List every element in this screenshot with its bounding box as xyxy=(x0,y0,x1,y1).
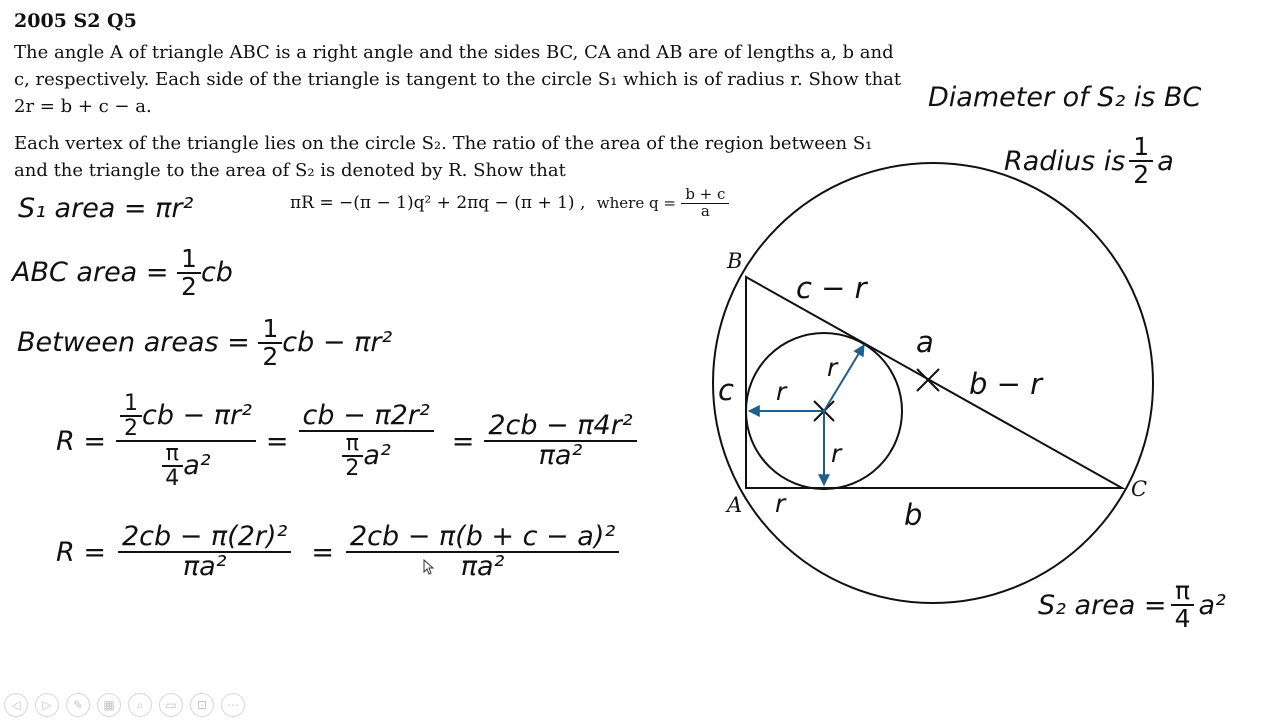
fraction-denominator: 4 xyxy=(165,466,180,492)
fraction-denominator: 2 xyxy=(181,272,197,302)
a-squared: a² xyxy=(183,450,211,482)
previous-slide-icon[interactable]: ◁ xyxy=(4,693,28,717)
side-a-label: a xyxy=(916,325,934,359)
problem-title: 2005 S2 Q5 xyxy=(14,10,137,32)
fraction-numerator: 1 xyxy=(120,392,142,417)
r-label: R = xyxy=(56,536,106,568)
slides-grid-icon[interactable]: ▦ xyxy=(97,693,121,717)
s1-area: S₁ area = πr² xyxy=(18,193,194,224)
more-options-icon[interactable]: ⋯ xyxy=(221,693,245,717)
side-c-label: c xyxy=(718,373,734,407)
equals-sign: = xyxy=(311,536,334,568)
tangent-length-r-label: r xyxy=(775,489,786,518)
abc-area-rhs: cb xyxy=(200,256,233,288)
side-b-label: b xyxy=(904,498,923,532)
fraction-numerator: π xyxy=(162,442,183,467)
radius-label-left: r xyxy=(776,377,787,406)
between-areas-lhs: Between areas = xyxy=(17,326,250,358)
vertex-b-label: B xyxy=(727,249,743,273)
mouse-cursor-icon xyxy=(423,559,435,575)
vertex-c-label: C xyxy=(1131,477,1148,501)
fraction-numerator: 2cb − π(2r)² xyxy=(118,523,291,553)
q-numerator: b + c xyxy=(681,187,729,204)
fraction-denominator: 2 xyxy=(1133,160,1150,190)
radius-label-lower: r xyxy=(831,439,842,468)
triangle-abc xyxy=(746,277,1122,488)
abc-area-lhs: ABC area = xyxy=(12,256,169,288)
vertex-a-label: A xyxy=(727,493,743,517)
equals-sign: = xyxy=(265,425,289,457)
presentation-toolbar xyxy=(4,693,245,717)
radius-label-upper: r xyxy=(827,353,838,382)
segment-c-minus-r-label: c − r xyxy=(796,271,867,305)
radius-tail: a xyxy=(1157,145,1174,177)
screen-icon[interactable]: ▭ xyxy=(159,693,183,717)
equals-sign: = xyxy=(451,425,475,457)
r1-numerator-tail: cb − πr² xyxy=(141,399,252,431)
a-squared: a² xyxy=(363,440,391,472)
fraction-numerator: cb − π2r² xyxy=(299,402,434,432)
next-slide-icon[interactable]: ▷ xyxy=(35,693,59,717)
fraction-numerator: 1 xyxy=(258,316,282,344)
fraction-denominator: 2 xyxy=(262,342,279,372)
s2-area-lhs: S₂ area = xyxy=(1038,589,1167,621)
given-formula-where: where q = xyxy=(596,193,676,212)
fraction-numerator: 1 xyxy=(177,246,201,274)
radius-label: Radius is xyxy=(1004,145,1126,177)
fraction-numerator: π xyxy=(1171,578,1194,606)
fraction-numerator: 1 xyxy=(1129,134,1153,162)
fraction-denominator: 2 xyxy=(345,456,360,482)
fraction-denominator: 4 xyxy=(1174,604,1191,634)
fraction-denominator: 2 xyxy=(123,416,138,442)
segment-b-minus-r-label: b − r xyxy=(969,367,1043,401)
fraction-denominator: πa² xyxy=(460,551,505,583)
diameter-note: Diameter of S₂ is BC xyxy=(928,82,1202,113)
subtitles-icon[interactable]: ⊡ xyxy=(190,693,214,717)
between-areas-rhs: cb − πr² xyxy=(282,326,393,358)
problem-statement-part1: The angle A of triangle ABC is a right angle and the sides BC, CA and AB are of lengths a, b and c, respectively. Each side of the triangle is tangent to the circle S₁ which is of radius r. Show that 2r = b + c − a. xyxy=(14,42,902,117)
fraction-denominator: πa² xyxy=(538,440,583,472)
fraction-denominator: πa² xyxy=(182,551,227,583)
problem-statement-part2: Each vertex of the triangle lies on the circle S₂. The ratio of the area of the region between S₁ and the triangle to the area of S₂ is denoted by R. Show that xyxy=(14,133,873,181)
q-denominator: a xyxy=(700,201,710,220)
zoom-icon[interactable]: ⌕ xyxy=(128,693,152,717)
fraction-numerator: π xyxy=(342,432,363,457)
fraction-numerator: 2cb − π4r² xyxy=(484,412,636,442)
fraction-numerator: 2cb − π(b + c − a)² xyxy=(346,523,619,553)
r-label: R = xyxy=(56,425,106,457)
circumcenter-cross-marker xyxy=(917,369,939,391)
s2-area-tail: a² xyxy=(1198,589,1226,621)
given-formula-lhs: πR = −(π − 1)q² + 2πq − (π + 1) , xyxy=(290,192,586,213)
pen-icon[interactable]: ✎ xyxy=(66,693,90,717)
